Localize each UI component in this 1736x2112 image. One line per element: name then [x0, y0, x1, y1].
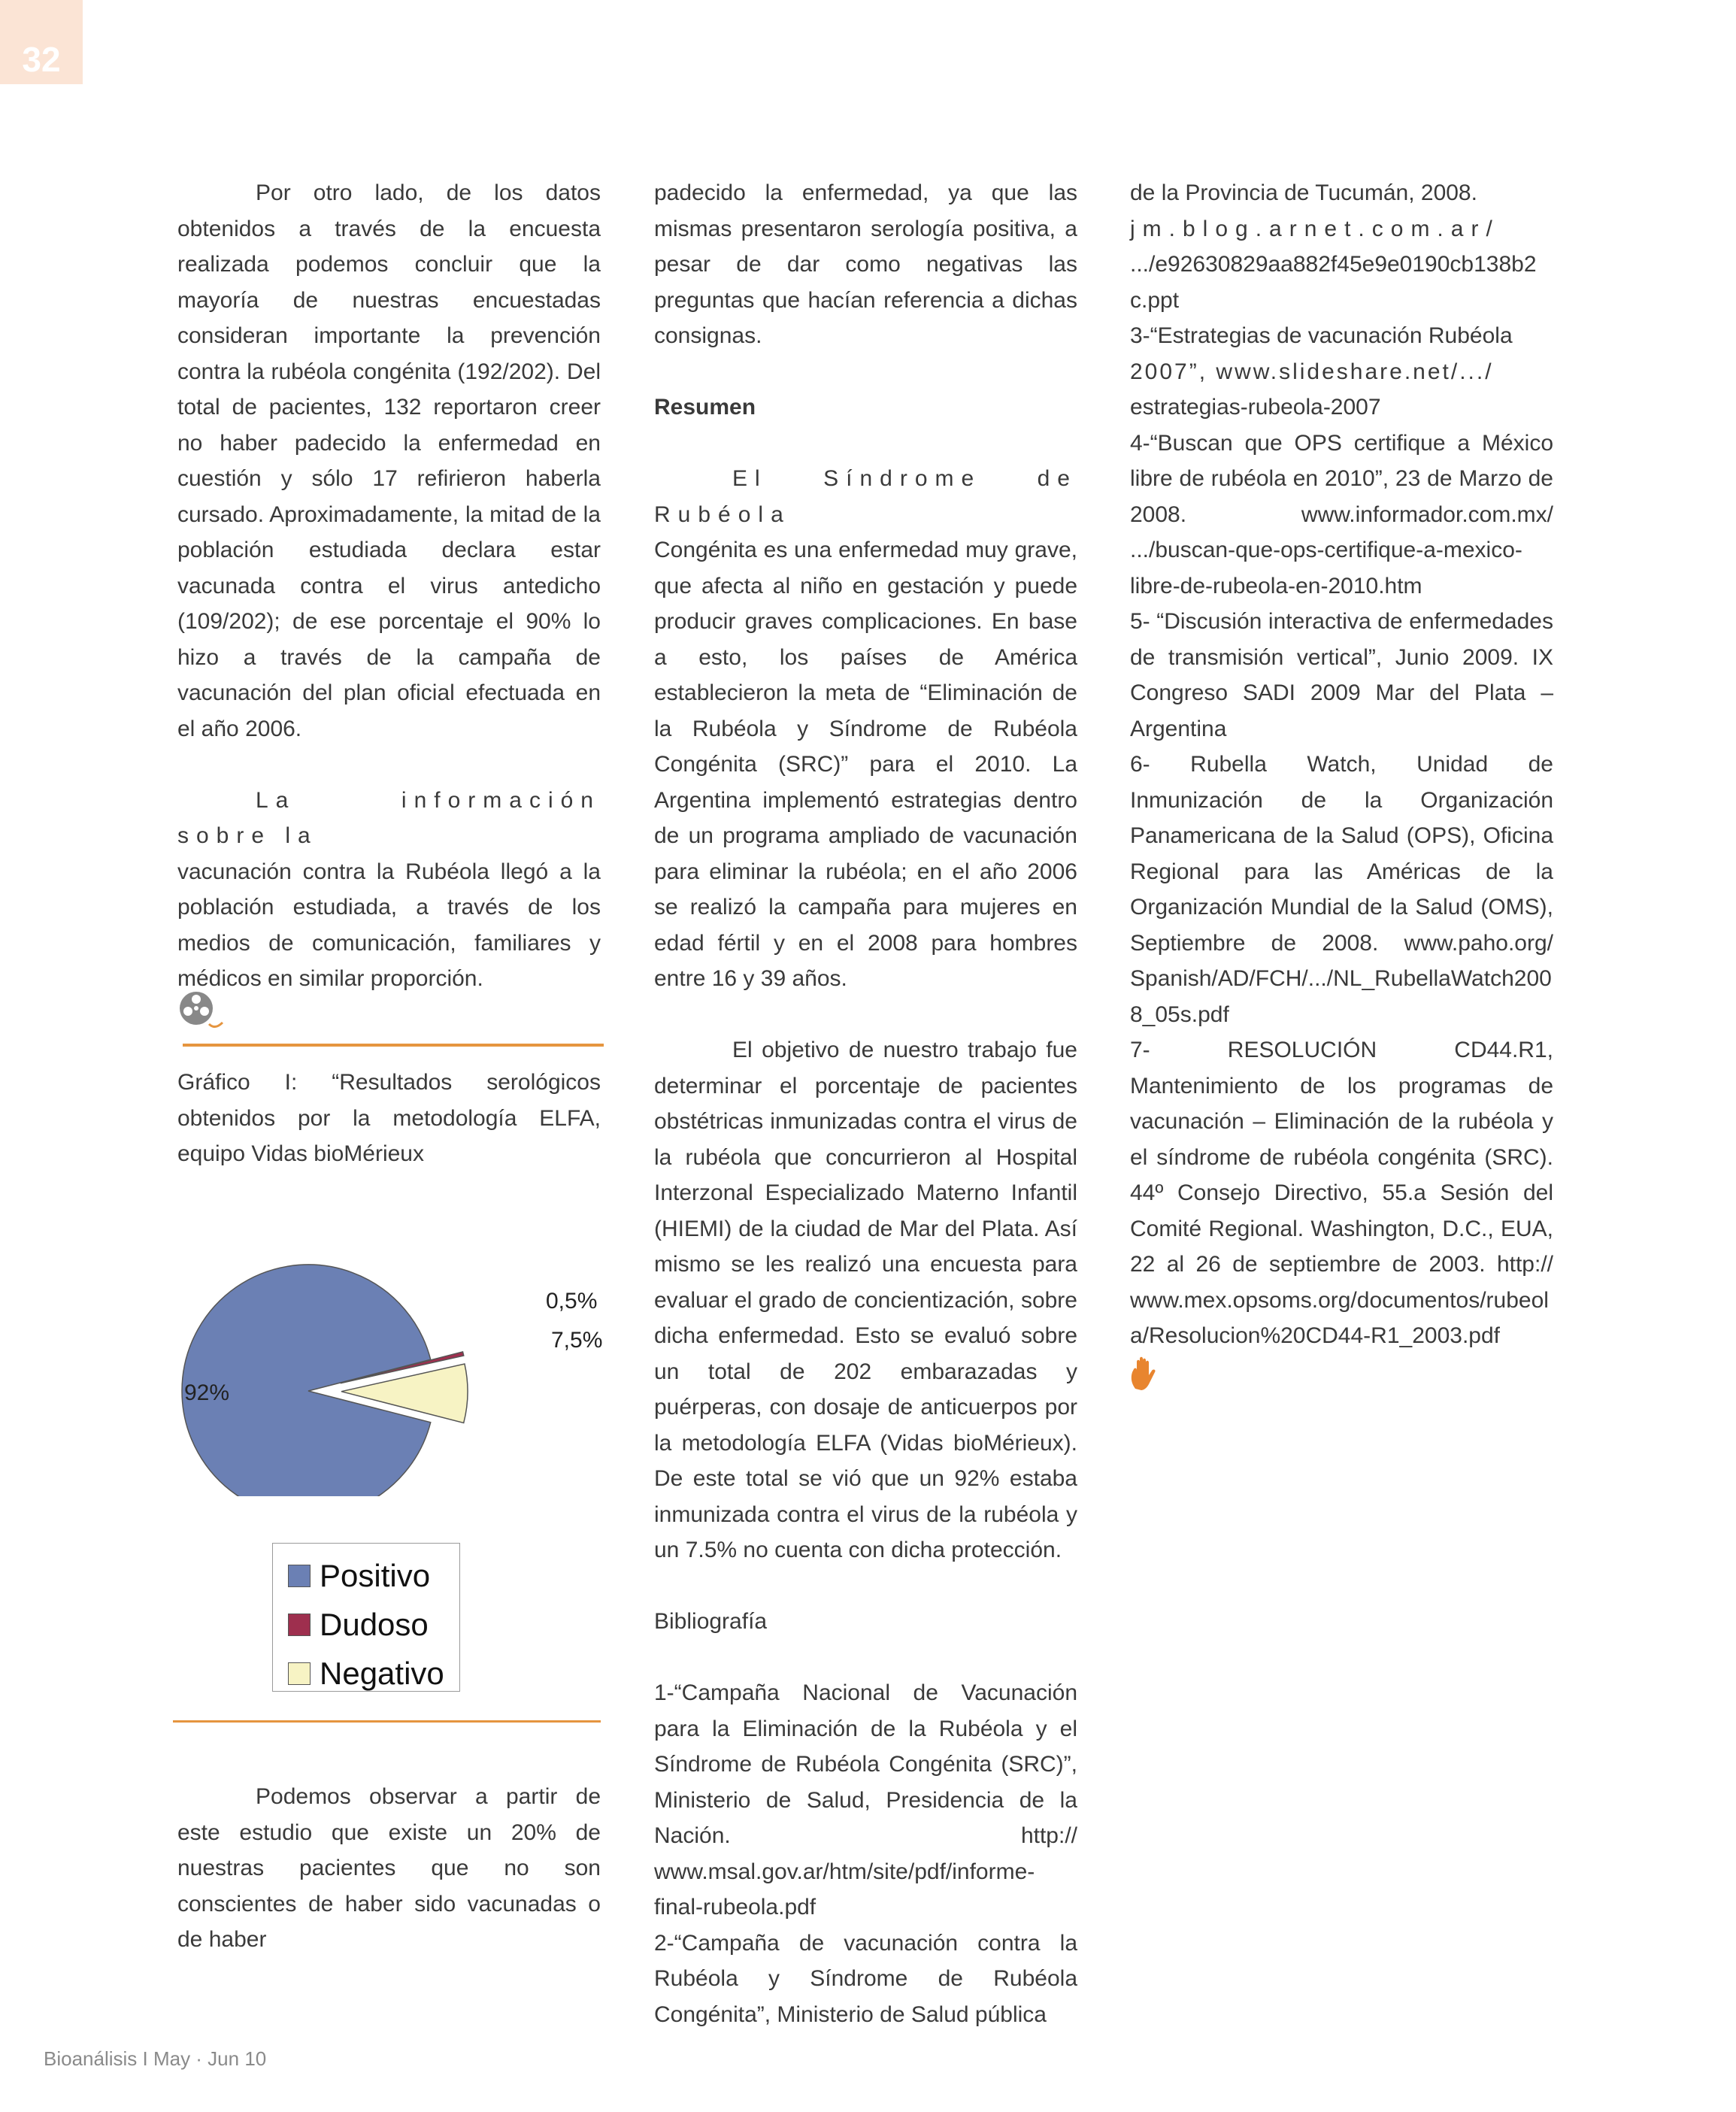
hand-icon — [1128, 1356, 1162, 1392]
column-left-bottom — [177, 1779, 601, 1958]
legend-entry-positivo — [288, 1551, 459, 1600]
divider — [183, 1044, 604, 1047]
column-middle — [654, 175, 1077, 2032]
pie-data-label: 92% — [184, 1380, 230, 1405]
reference-2-url: jm.blog.arnet.com.ar/ — [1130, 216, 1500, 241]
legend-label: Negativo — [320, 1655, 444, 1691]
reference-4: 4-“Buscan que OPS certifique a México libre de rubéola en 2010”, 23 de Marzo de 2008. www.informador.com.mx/ .../buscan-que-ops-certifique-a-mexico-libre-de-rubeola-en-2010.htm — [1130, 430, 1553, 598]
page-footer: Bioanálisis I May · Jun 10 — [44, 2047, 267, 2070]
reference-2: 2-“Campaña de vacunación contra la Rubéola y Síndrome de Rubéola Congénita”, Ministerio de Salud pública — [654, 1930, 1077, 2027]
reference-3: 3-“Estrategias de vacunación Rubéola — [1130, 323, 1513, 348]
figure-caption: Gráfico I: “Resultados serológicos obtenidos por la metodología ELFA, equipo Vidas bioMérieux — [177, 1070, 601, 1166]
reference-3-url: 2007”, www.slideshare.net/.../ — [1130, 359, 1494, 384]
paragraph: Congénita es una enfermedad muy grave, que afecta al niño en gestación y puede producir graves complicaciones. En base a esto, los países de América establecieron la meta de “Eliminación de la Rubéola y Síndrome de Rubéola Congénita (SRC)” para el 2010. La Argentina implementó estrategias dentro de un programa ampliado de vacunación para eliminar la rubéola; en el año 2006 se realizó la campaña para mujeres en edad fértil y en el 2008 para hombres entre 16 y 39 años. — [654, 538, 1077, 991]
legend-label: Positivo — [320, 1557, 431, 1593]
paragraph: padecido la enfermedad, ya que las mismas presentaron serología positiva, a pesar de dar como negativas las preguntas que hacían referencia a dichas consignas. — [654, 180, 1077, 348]
pie-chart — [173, 1233, 617, 1496]
paragraph: El objetivo de nuestro trabajo fue determinar el porcentaje de pacientes obstétricas inmunizadas contra el virus de la rubéola que concurrieron al Hospital Interzonal Especializado Materno Infantil (HIEMI) de la ciudad de Mar del Plata. Así mismo se les realizó una encuesta para evaluar el grado de concientización, sobre dicha enfermedad. Esto se evaluó sobre un total de 202 embarazadas y puérperas, con dosaje de anticuerpos por la metodología ELFA (Vidas bioMérieux). De este total se vió que un 92% estaba inmunizada contra el virus de la rubéola y un 7.5% no cuenta con dicha protección. — [654, 1038, 1077, 1562]
reference-1: 1-“Campaña Nacional de Vacunación para la Eliminación de la Rubéola y el Síndrome de Rubéola Congénita (SRC)”, Ministerio de Salud, Presidencia de la Nación. http:// www.msal.gov.ar/htm/site/pdf/informe-final-rubeola.pdf — [654, 1680, 1077, 1920]
page-number: 32 — [0, 0, 83, 84]
legend-label: Dudoso — [320, 1606, 429, 1642]
paragraph-lead: El Síndrome de Rubéola — [654, 466, 1077, 527]
reference-2-continued: de la Provincia de Tucumán, 2008. — [1130, 180, 1477, 205]
paragraph: vacunación contra la Rubéola llegó a la población estudiada, a través de los medios de comunicación, familiares y médicos en similar proporción. — [177, 859, 601, 991]
reference-7: 7- RESOLUCIÓN CD44.R1, Mantenimiento de los programas de vacunación – Eliminación de la rubéola y el síndrome de rubéola congénita (SRC). 44º Consejo Directivo, 55.a Sesión del Comité Regional. Washington, D.C., EUA, 22 al 26 de septiembre de 2003. http:// www.mex.opsoms.org/documentos/rubeola/Resolucion%20CD44-R1_2003.pdf — [1130, 1038, 1553, 1348]
paragraph: Por otro lado, de los datos obtenidos a través de la encuesta realizada podemos concluir que la mayoría de nuestras encuestadas consideran importante la prevención contra la rubéola congénita (192/202). Del total de pacientes, 132 reportaron creer no haber padecido la enfermedad en cuestión y sólo 17 refirieron haberla cursado. Aproximadamente, la mitad de la población estudiada declara estar vacunada contra el virus antedicho (109/202); de ese porcentaje el 90% lo hizo a través de la campaña de vacunación del plan oficial efectuada en el año 2006. — [177, 180, 601, 741]
reference-5: 5- “Discusión interactiva de enfermedades de transmisión vertical”, Junio 2009. IX Congreso SADI 2009 Mar del Plata – Argentina — [1130, 609, 1553, 741]
legend-swatch — [288, 1662, 311, 1685]
section-heading: Resumen — [654, 395, 756, 420]
film-reel-icon — [177, 989, 230, 1032]
column-right — [1130, 175, 1553, 1354]
paragraph-lead: La información sobre la — [177, 787, 601, 848]
paragraph: Podemos observar a partir de este estudio que existe un 20% de nuestras pacientes que no son conscientes de haber sido vacunadas o de haber — [177, 1784, 601, 1952]
divider — [173, 1720, 601, 1723]
pie-data-label: 0,5% — [546, 1289, 598, 1314]
bibliography-heading: Bibliografía — [654, 1609, 768, 1634]
pie-data-label: 7,5% — [551, 1328, 603, 1353]
legend-swatch — [288, 1614, 311, 1636]
reference-2-url: .../e92630829aa882f45e9e0190cb138b2c.ppt — [1130, 252, 1537, 313]
legend-swatch — [288, 1565, 311, 1587]
column-left — [177, 175, 601, 997]
legend-entry-dudoso — [288, 1600, 459, 1649]
chart-legend — [272, 1543, 460, 1692]
legend-entry-negativo — [288, 1649, 459, 1698]
reference-3-url: estrategias-rubeola-2007 — [1130, 395, 1381, 420]
reference-6: 6- Rubella Watch, Unidad de Inmunización de la Organización Panamericana de la Salud (OPS), Oficina Regional para las Américas de la Organización Mundial de la Salud (OMS), Septiembre de 2008. www.paho.org/ Spanish/AD/FCH/.../NL_RubellaWatch2008_05s.pdf — [1130, 752, 1553, 1027]
